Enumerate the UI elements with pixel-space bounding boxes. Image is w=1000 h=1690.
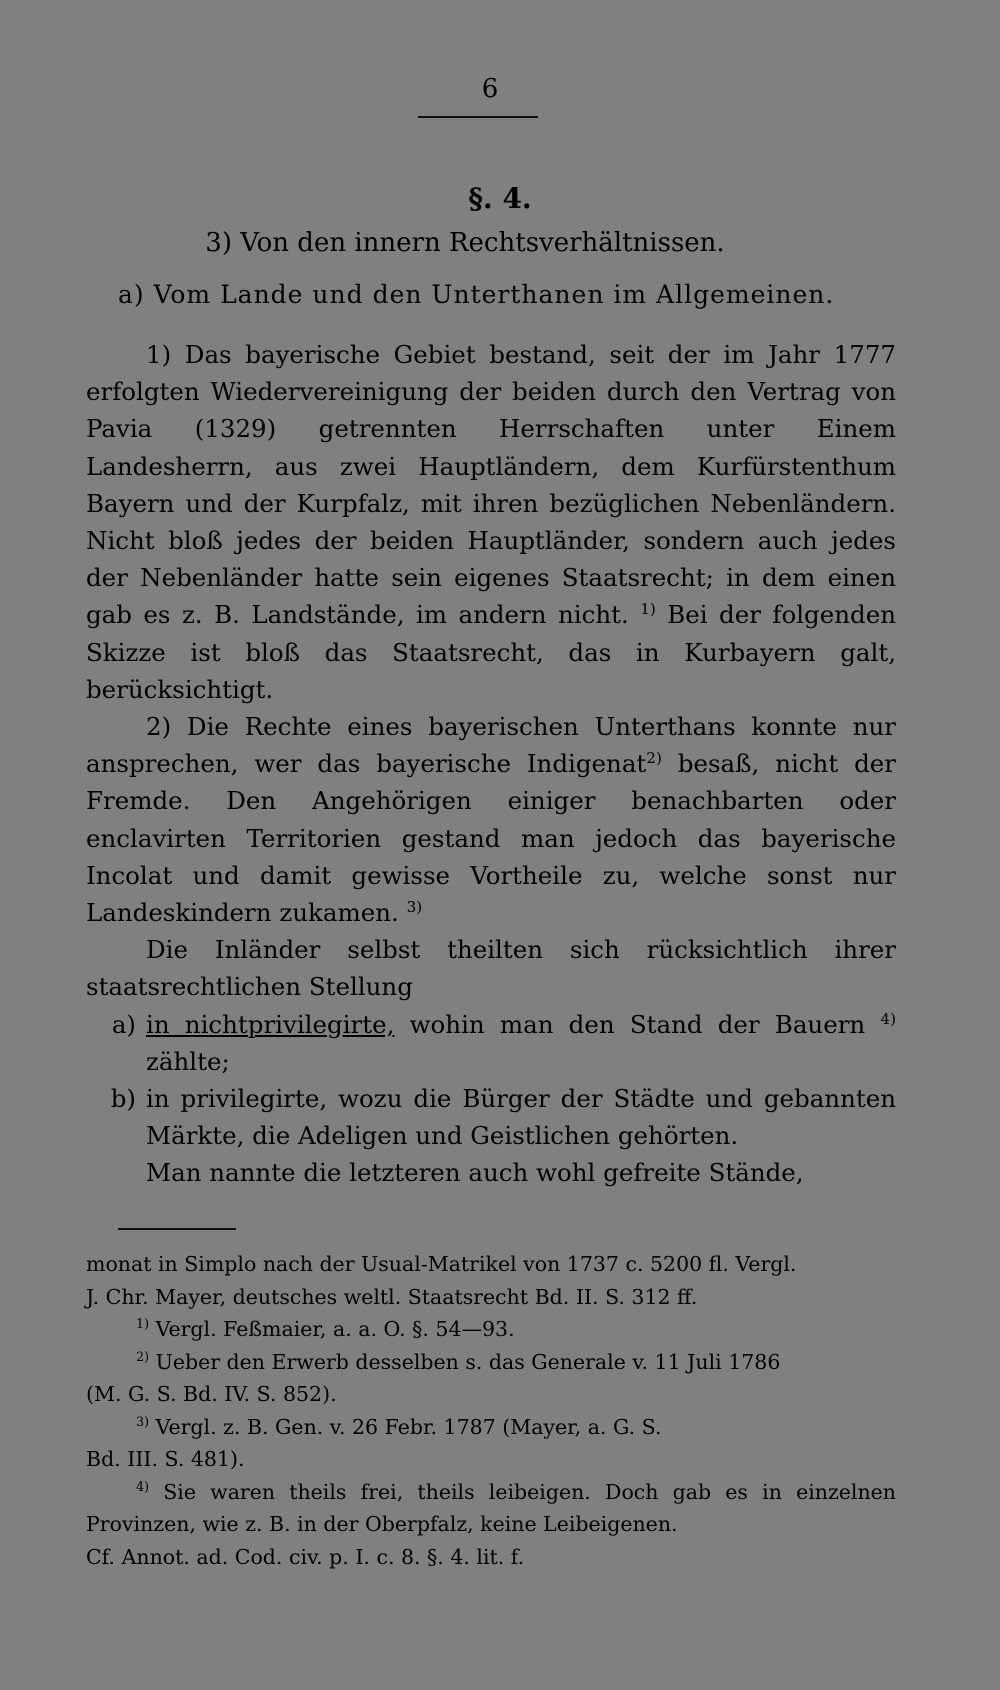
footnote-2-line-2: (M. G. S. Bd. IV. S. 852). — [86, 1382, 337, 1406]
list-item-a-text-1: wohin man den Stand der Bauern — [394, 1009, 866, 1039]
footnote-3-text-1: Vergl. z. B. Gen. v. 26 Febr. 1787 (Mayer, a. G. S. — [149, 1414, 662, 1439]
list-item-b — [86, 1080, 896, 1154]
list-item-a — [86, 1006, 896, 1080]
footnote-4-text-1: Sie waren theils frei, theils leibeigen. Doch gab es in einzelnen Provinzen, wie z. B. in der Oberpfalz, keine Leibeigenen. — [86, 1479, 896, 1536]
footnote-4-line-2: Cf. Annot. ad. Cod. civ. p. I. c. 8. §. 4. lit. f. — [86, 1544, 525, 1569]
footnote-3-line-2: Bd. III. S. 481). — [86, 1447, 245, 1471]
header-rule — [418, 116, 538, 118]
footnotes — [86, 1248, 896, 1573]
footnote-ref-2: 2) — [646, 749, 662, 768]
footnote-1-mark: 1) — [136, 1316, 150, 1332]
footnote-2-text-1: Ueber den Erwerb desselben s. das Generale v. 11 Juli 1786 — [149, 1349, 781, 1374]
list-item-a-text — [146, 1006, 896, 1080]
footnote-ref-1: 1) — [640, 600, 656, 619]
footnote-1-text: Vergl. Feßmaier, a. a. O. §. 54—93. — [149, 1317, 515, 1341]
footnote-continuation-2: J. Chr. Mayer, deutsches weltl. Staatsrecht Bd. II. S. 312 ff. — [86, 1284, 698, 1309]
paragraph-1-text: 1) Das bayerische Gebiet bestand, seit der im Jahr 1777 erfolgten Wiedervereinigung der beiden durch den Vertrag von Pavia (1329) getrennten Herrschaften unter Einem Landesherrn, aus zwei Hauptländern, dem Kurfürstenthum Bayern und der Kurpfalz, mit ihren bezüglichen Nebenländern. Nicht bloß jedes der beiden Hauptländer, sondern auch jedes der Nebenländer hatte sein eigenes Staatsrecht; in dem einen gab es z. B. Landstände, im andern nicht. — [86, 340, 896, 630]
footnote-rule — [118, 1228, 236, 1230]
list-item-a-text-2: zählte; — [146, 1046, 230, 1076]
main-text — [86, 336, 896, 1192]
footnote-4 — [86, 1476, 896, 1541]
paragraph-2-text-2: besaß, nicht der Fremde. Den Angehörigen einiger benachbarten oder enclavirten Territorien gestand man jedoch das bayerische Incolat und damit gewisse Vortheile zu, welche sonst nur Landeskindern zukamen. — [86, 749, 896, 928]
paragraph-1 — [86, 336, 896, 708]
list-item-b-text: in privilegirte, wozu die Bürger der Städte und gebannten Märkte, die Adeligen und Geistlichen gehörten. — [146, 1084, 896, 1151]
chapter-heading: 3) Von den innern Rechtsverhältnissen. — [205, 228, 725, 258]
list-item-b-label: b) — [110, 1084, 136, 1114]
section-number: §. 4. — [468, 182, 532, 215]
subsection-heading: a) Vom Lande und den Unterthanen im Allgemeinen. — [118, 280, 835, 309]
footnote-ref-3: 3) — [406, 897, 423, 916]
paragraph-1-tail: Bei der folgenden Skizze ist bloß das Staatsrecht, das in Kurbayern galt, berücksichtigt. — [86, 600, 896, 704]
footnote-continuation-1: monat in Simplo nach der Usual-Matrikel von 1737 c. 5200 fl. Vergl. — [86, 1252, 797, 1276]
paragraph-3: Die Inländer selbst theilten sich rücksichtlich ihrer staatsrechtlichen Stellung — [86, 935, 896, 1002]
footnote-ref-4: 4) — [880, 1009, 896, 1028]
footnote-1 — [86, 1313, 896, 1346]
footnote-3-mark: 3) — [136, 1413, 150, 1429]
paragraph-2-text-1: 2) Die Rechte eines bayerischen Unterthans konnte nur ansprechen, wer das bayerische Indigenat — [86, 712, 896, 779]
footnote-4-mark: 4) — [136, 1478, 150, 1494]
underlined-term: in nichtprivilegirte, — [146, 1009, 395, 1039]
paragraph-4: Man nannte die letzteren auch wohl gefreite Stände, — [146, 1158, 804, 1188]
paragraph-2 — [86, 708, 896, 931]
footnote-2 — [86, 1346, 896, 1379]
list-item-a-label: a) — [111, 1009, 136, 1039]
page-number: 6 — [481, 74, 499, 104]
footnote-3 — [86, 1411, 896, 1444]
footnote-2-mark: 2) — [136, 1348, 150, 1364]
